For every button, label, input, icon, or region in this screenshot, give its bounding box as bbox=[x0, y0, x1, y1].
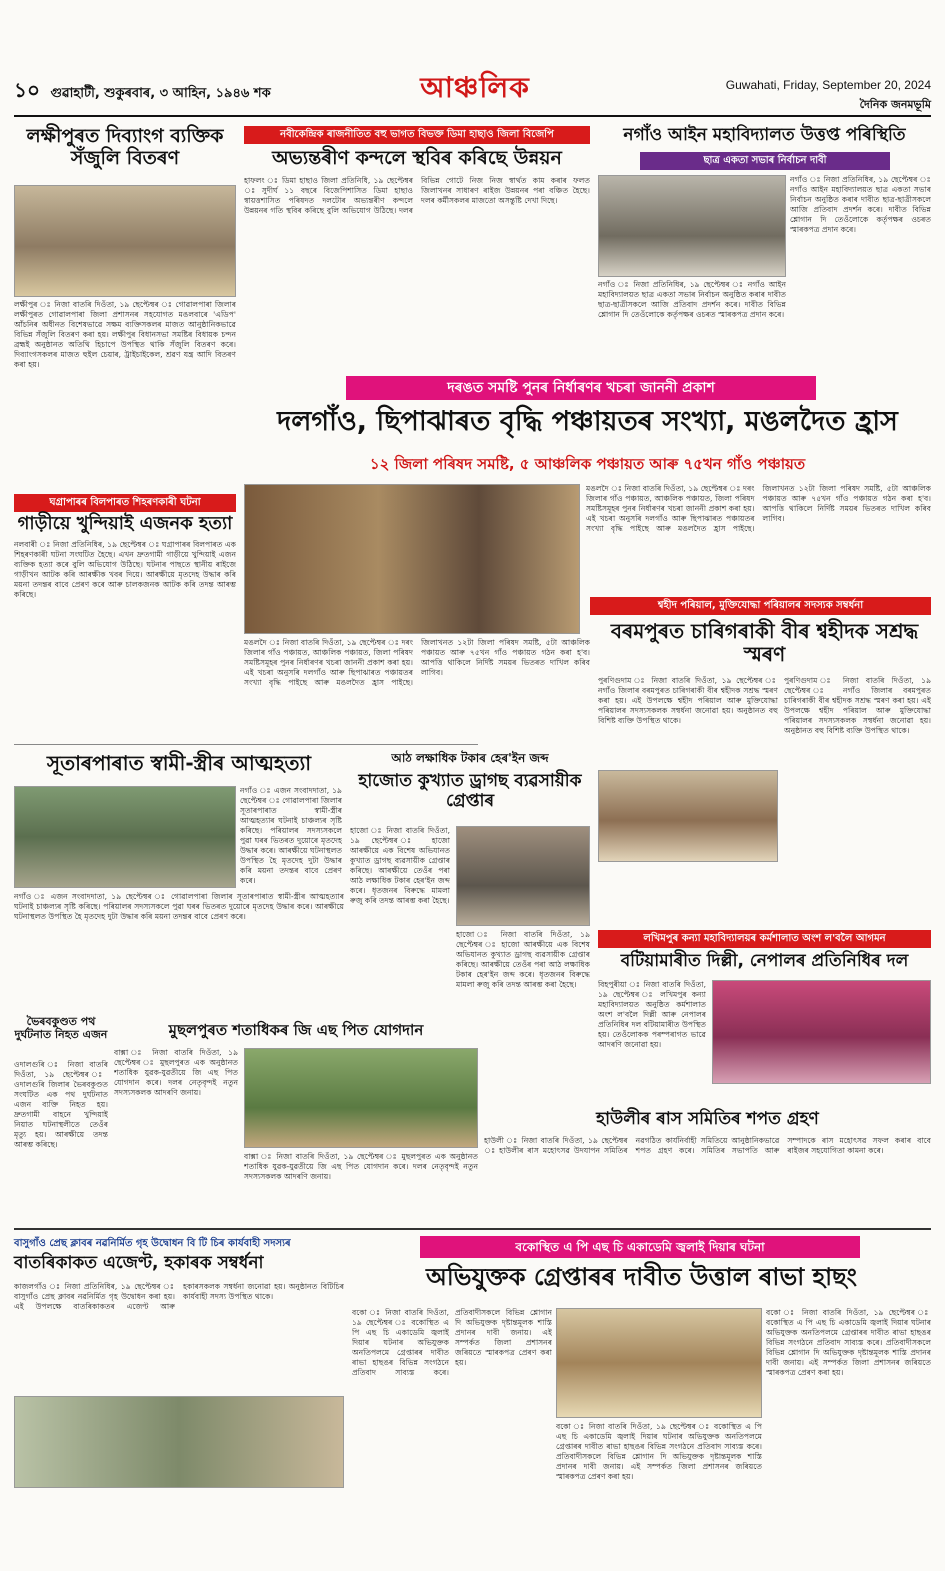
story1-body: লক্ষীপুৰ ঃ নিজা বাতৰি দিওঁতা, ১৯ ছেপ্টেম্বৰ ঃ গোৱালপাৰা জিলাৰ লক্ষীপুৰত গোৱালপাৰা জিলা প্ৰশাসনৰ সহযোগত মঙলবাৰে 'এডিপ' আঁচনিৰ অধীনত বিশেষভাৱে সক্ষম ব্যক্তিসকলৰ মাজত আনুষ্ঠানিকভাৱে বিভিন্ন সঁজুলি বিতৰণ কৰা হয়। লক্ষীপুৰ বিধানসভা সমষ্টিৰ বিধায়ক চন্দন ব্ৰহ্মই অনুষ্ঠানত অতিথি হিচাপে উপস্থিত থাকি সঁজুলি বিতৰণ কৰে। দিব্যাংগসকলৰ মাজত হুইল চেয়াৰ, ট্ৰাইচাইকেল, শ্ৰৱণ যন্ত্ৰ আদি বিতৰণ কৰা হয়। bbox=[14, 300, 236, 370]
lakhimpur-banner: লখিমপুৰ কন্যা মহাবিদ্যালয়ৰ কৰ্মশালাত অংশ ল'বলৈ আগমন bbox=[598, 930, 931, 948]
right-dateline: Guwahati, Friday, September 20, 2024 bbox=[725, 78, 931, 92]
delimitation-photo bbox=[244, 484, 580, 634]
drugs-body-2: হাজো ঃ নিজা বাতৰি দিওঁতা, ১৯ ছেপ্টেম্বৰ ঃ হাজো আৰক্ষীয়ে এক বিশেষ অভিযানত কুখ্যাত ড্ৰাগছ ব্যৱসায়ীক গ্ৰেপ্তাৰ কৰিছে। আৰক্ষীয়ে তেওঁৰ পৰা আঠ লক্ষাধিক টকাৰ হেৰ'ইন জব্দ কৰে। ধৃতজনৰ বিৰুদ্ধে মামলা ৰুজু কৰি তদন্ত আৰম্ভ কৰা হৈছে। bbox=[456, 930, 590, 990]
story4-headline: ভৈৰবকুণ্ডত পথ দুৰ্ঘটনাত নিহত এজন bbox=[14, 1015, 108, 1041]
rabha-headline: অভিযুক্তক গ্ৰেপ্তাৰৰ দাবীত উত্তাল ৰাভা হাছং bbox=[426, 1263, 857, 1291]
page-header-left bbox=[14, 76, 271, 109]
barampur-headline: বৰমপুৰত চাৰিগৰাকী বীৰ শ্বহীদক সশ্ৰদ্ধ স্মৰণ bbox=[610, 619, 919, 666]
story5-headline: মুছলপুৰত শতাধিকৰ জি এছ পিত যোগদান bbox=[168, 1021, 424, 1039]
drugs-photo bbox=[456, 826, 590, 926]
barampur-body-right: পুৰণিগুদাম ঃ নিজা বাতৰি দিওঁতা, ১৯ ছেপ্টেম্বৰ ঃ নগাঁও জিলাৰ বৰমপুৰত চাৰিগৰাকী বীৰ শ্বহীদক সশ্ৰদ্ধ স্মৰণ কৰা হয়। এই উপলক্ষে শ্বহীদ পৰিয়াল আৰু মুক্তিযোদ্ধা পৰিয়ালৰ সদস্যসকলক সম্বৰ্ধনা জনোৱা হয়। অনুষ্ঠানত বহু বিশিষ্ট ব্যক্তি উপস্থিত থাকে। bbox=[784, 676, 931, 736]
newspaper-brand: দৈনিক জনমভূমি bbox=[859, 98, 931, 111]
divider-bottom bbox=[14, 1228, 931, 1230]
page-number: ১০ bbox=[14, 78, 40, 102]
delimitation-headline: দলগাঁও, ছিপাঝাৰত বৃদ্ধি পঞ্চায়তৰ সংখ্যা, মঙলদৈত হ্ৰাস bbox=[277, 406, 898, 437]
story3-headline: সূতাৰপাৰাত স্বামী-স্ত্ৰীৰ আত্মহত্যা bbox=[46, 751, 312, 775]
nagaon-body: নগাঁও ঃ নিজা প্ৰতিনিধিৰ, ১৯ ছেপ্টেম্বৰ ঃ নগাঁও আইন মহাবিদ্যালয়ত ছাত্ৰ একতা সভাৰ নিৰ্বাচন অনুষ্ঠিত কৰাৰ দাবীত ছাত্ৰ-ছাত্ৰীসকলে আজি প্ৰতিবাদ প্ৰদৰ্শন কৰে। দাবীত বিভিন্ন শ্লোগান দি তেওঁলোকে কৰ্তৃপক্ষৰ ওচৰত স্মাৰকপত্ৰ প্ৰদান কৰে। bbox=[598, 280, 786, 320]
bottom-body: কাজলগাঁও ঃ নিজা প্ৰতিনিধিৰ, ১৯ ছেপ্টেম্বৰ ঃ বাসুগাঁও প্ৰেছ ক্লাবৰ নৱনিৰ্মিত গৃহ উদ্বোধন কৰা হয়। এই উপলক্ষে বাতৰিকাকতৰ এজেণ্ট আৰু হকাৰসকলক সম্বৰ্ধনা জনোৱা হয়। অনুষ্ঠানত বিটিচিৰ কাৰ্যবাহী সদস্য উপস্থিত থাকে। bbox=[14, 1282, 344, 1312]
howli-headline: হাউলীৰ ৰাস সমিতিৰ শপত গ্ৰহণ bbox=[596, 1109, 819, 1129]
story2-body: নলবাৰী ঃ নিজা প্ৰতিনিধিৰ, ১৯ ছেপ্টেম্বৰ ঃ ঘগ্ৰাপাৰৰ বিলপাৰত এক শিহৰণকাৰী ঘটনা সংঘটিত হৈছে। এখন দ্ৰুতগামী গাড়ীয়ে খুন্দিয়াই এজন ব্যক্তিক হত্যা কৰে বুলি অভিযোগ উঠিছে। ঘটনাৰ পাছতে স্থানীয় ৰাইজে গাড়ীখন আটক কৰি আৰক্ষীক খবৰ দিয়ে। আৰক্ষীয়ে মৃতদেহ উদ্ধাৰ কৰি ময়না তদন্তৰ বাবে প্ৰেৰণ কৰে আৰু চালকজনক আটক কৰি তদন্ত আৰম্ভ কৰিছে। bbox=[14, 540, 236, 600]
topstory-headline: অভ্যন্তৰীণ কন্দলে স্থবিৰ কৰিছে উন্নয়ন bbox=[272, 147, 562, 169]
divider bbox=[14, 744, 478, 745]
left-dateline: গুৱাহাটী, শুকুৰবাৰ, ৩ আহিন, ১৯৪৬ শক bbox=[50, 86, 271, 101]
nagaon-banner: ছাত্ৰ একতা সভাৰ নিৰ্বাচন দাবী bbox=[640, 152, 890, 170]
delimitation-body-right: মঙলদৈ ঃ নিজা বাতৰি দিওঁতা, ১৯ ছেপ্টেম্বৰ ঃ দৰং জিলাৰ গাঁও পঞ্চায়ত, আঞ্চলিক পঞ্চায়ত, জিলা পৰিষদ সমষ্টিসমূহৰ পুনৰ নিৰ্ধাৰণৰ খচৰা জাননী প্ৰকাশ কৰা হয়। এই খচৰা অনুসৰি দলগাঁও আৰু ছিপাঝাৰত পঞ্চায়তৰ সংখ্যা বৃদ্ধি পাইছে আৰু মঙলদৈত হ্ৰাস পাইছে। জিলাখনত ১২টা জিলা পৰিষদ সমষ্টি, ৫টা আঞ্চলিক পঞ্চায়ত আৰু ৭৫খন গাঁও পঞ্চায়ত গঠন কৰা হ'ব। আপত্তি থাকিলে নিৰ্দিষ্ট সময়ৰ ভিতৰত দাখিল কৰিব লাগিব। bbox=[586, 484, 931, 534]
story5-photo bbox=[244, 1048, 478, 1148]
drugs-kicker: আঠ লক্ষাধিক টকাৰ হেৰ'ইন জব্দ bbox=[391, 751, 549, 765]
nagaon-photo bbox=[598, 175, 786, 277]
rabha-body-right: বকো ঃ নিজা বাতৰি দিওঁতা, ১৯ ছেপ্টেম্বৰ ঃ বকোস্থিত এ পি এছ চি একাডেমি জ্বলাই দিয়াৰ ঘটনাৰ অভিযুক্তক অনতিপলমে গ্ৰেপ্তাৰৰ দাবীত ৰাভা হাছঙৰ বিভিন্ন সংগঠনে প্ৰতিবাদ সাব্যস্ত কৰে। প্ৰতিবাদীসকলে বিভিন্ন শ্লোগান দি অভিযুক্তক দৃষ্টান্তমূলক শাস্তি প্ৰদানৰ দাবী জনায়। এই সম্পৰ্কত জিলা প্ৰশাসনৰ জৰিয়তে স্মাৰকপত্ৰ প্ৰেৰণ কৰা হয়। bbox=[766, 1308, 931, 1378]
lakhimpur-photo bbox=[712, 980, 931, 1084]
nagaon-body-right: নগাঁও ঃ নিজা প্ৰতিনিধিৰ, ১৯ ছেপ্টেম্বৰ ঃ নগাঁও আইন মহাবিদ্যালয়ত ছাত্ৰ একতা সভাৰ নিৰ্বাচন অনুষ্ঠিত কৰাৰ দাবীত ছাত্ৰ-ছাত্ৰীসকলে আজি প্ৰতিবাদ প্ৰদৰ্শন কৰে। দাবীত বিভিন্ন শ্লোগান দি তেওঁলোকে কৰ্তৃপক্ষৰ ওচৰত স্মাৰকপত্ৰ প্ৰদান কৰে। bbox=[790, 175, 931, 235]
drugs-headline: হাজোত কুখ্যাত ড্ৰাগছ ব্যৱসায়ীক গ্ৰেপ্তাৰ bbox=[358, 771, 582, 811]
story5-body: বাক্সা ঃ নিজা বাতৰি দিওঁতা, ১৯ ছেপ্টেম্বৰ ঃ মুছলপুৰত এক অনুষ্ঠানত শতাধিক যুৱক-যুৱতীয়ে জি এছ পিত যোগদান কৰে। দলৰ নেতৃবৃন্দই নতুন সদস্যসকলক আদৰণি জনায়। bbox=[114, 1048, 238, 1098]
bottom-kicker: বাসুগাঁও প্ৰেছ ক্লাবৰ নৱনিৰ্মিত গৃহ উদ্বোধন বি টি চিৰ কাৰ্যবাহী সদস্যৰ bbox=[14, 1238, 291, 1249]
page-header-right bbox=[726, 78, 931, 115]
lakhimpur-headline: বটিয়ামাৰীত দিল্লী, নেপালৰ প্ৰতিনিধিৰ দল bbox=[620, 951, 909, 971]
bottom-photo bbox=[14, 1396, 344, 1488]
lakhimpur-body: বিহপুৰীয়া ঃ নিজা বাতৰি দিওঁতা, ১৯ ছেপ্টেম্বৰ ঃ লখিমপুৰ কন্যা মহাবিদ্যালয়ত অনুষ্ঠিত কৰ্মশালাত অংশ ল'বলৈ দিল্লী আৰু নেপালৰ প্ৰতিনিধিৰ দল বটিয়ামাৰীত উপস্থিত হয়। তেওঁলোকক পৰম্পৰাগত ভাৱে আদৰণি জনোৱা হয়। bbox=[598, 980, 706, 1050]
topstory-banner: নবীকেন্দ্ৰিক ৰাজনীতিত বহু ভাগত বিভক্ত ডিমা হাছাও জিলা বিজেপি bbox=[244, 126, 590, 144]
rabha-body-mid: বকো ঃ নিজা বাতৰি দিওঁতা, ১৯ ছেপ্টেম্বৰ ঃ বকোস্থিত এ পি এছ চি একাডেমি জ্বলাই দিয়াৰ ঘটনাৰ অভিযুক্তক অনতিপলমে গ্ৰেপ্তাৰৰ দাবীত ৰাভা হাছঙৰ বিভিন্ন সংগঠনে প্ৰতিবাদ সাব্যস্ত কৰে। প্ৰতিবাদীসকলে বিভিন্ন শ্লোগান দি অভিযুক্তক দৃষ্টান্তমূলক শাস্তি প্ৰদানৰ দাবী জনায়। এই সম্পৰ্কত জিলা প্ৰশাসনৰ জৰিয়তে স্মাৰকপত্ৰ প্ৰেৰণ কৰা হয়। bbox=[556, 1422, 762, 1482]
rabha-body-left: বকো ঃ নিজা বাতৰি দিওঁতা, ১৯ ছেপ্টেম্বৰ ঃ বকোস্থিত এ পি এছ চি একাডেমি জ্বলাই দিয়াৰ ঘটনাৰ অভিযুক্তক অনতিপলমে গ্ৰেপ্তাৰৰ দাবীত ৰাভা হাছঙৰ বিভিন্ন সংগঠনে প্ৰতিবাদ সাব্যস্ত কৰে। প্ৰতিবাদীসকলে বিভিন্ন শ্লোগান দি অভিযুক্তক দৃষ্টান্তমূলক শাস্তি প্ৰদানৰ দাবী জনায়। এই সম্পৰ্কত জিলা প্ৰশাসনৰ জৰিয়তে স্মাৰকপত্ৰ প্ৰেৰণ কৰা হয়। bbox=[352, 1308, 552, 1378]
story2-banner: ঘগ্ৰাপাৰৰ বিলপাৰত শিহৰণকাৰী ঘটনা bbox=[14, 494, 236, 512]
rabha-banner: বকোস্থিত এ পি এছ চি একাডেমি জ্বলাই দিয়াৰ ঘটনা bbox=[420, 1236, 860, 1258]
delimitation-band: দৰঙত সমষ্টি পুনৰ নিৰ্ধাৰণৰ খচৰা জাননী প্ৰকাশ bbox=[346, 376, 816, 400]
story3-photo bbox=[14, 786, 236, 888]
story4-body: ওদালগুৰি ঃ নিজা বাতৰি দিওঁতা, ১৯ ছেপ্টেম্বৰ ঃ ওদালগুৰি জিলাৰ ভৈৰবকুণ্ডত সংঘটিত এক পথ দুৰ্ঘটনাত এজন ব্যক্তি নিহত হয়। দ্ৰুতগামী বাহনে খুন্দিয়াই নিয়াত ঘটনাস্থলীতে তেওঁৰ মৃত্যু হয়। আৰক্ষীয়ে তদন্ত আৰম্ভ কৰিছে। bbox=[14, 1060, 108, 1150]
delimitation-body: মঙলদৈ ঃ নিজা বাতৰি দিওঁতা, ১৯ ছেপ্টেম্বৰ ঃ দৰং জিলাৰ গাঁও পঞ্চায়ত, আঞ্চলিক পঞ্চায়ত, জিলা পৰিষদ সমষ্টিসমূহৰ পুনৰ নিৰ্ধাৰণৰ খচৰা জাননী প্ৰকাশ কৰা হয়। এই খচৰা অনুসৰি দলগাঁও আৰু ছিপাঝাৰত পঞ্চায়তৰ সংখ্যা বৃদ্ধি পাইছে আৰু মঙলদৈত হ্ৰাস পাইছে। জিলাখনত ১২টা জিলা পৰিষদ সমষ্টি, ৫টা আঞ্চলিক পঞ্চায়ত আৰু ৭৫খন গাঁও পঞ্চায়ত গঠন কৰা হ'ব। আপত্তি থাকিলে নিৰ্দিষ্ট সময়ৰ ভিতৰত দাখিল কৰিব লাগিব। bbox=[244, 638, 590, 688]
topstory-body: হাফলং ঃ ডিমা হাছাও জিলা প্ৰতিনিধি, ১৯ ছেপ্টেম্বৰ ঃ সুদীৰ্ঘ ১১ বছৰে বিজেপিশাসিত ডিমা হাছাও স্বায়ত্তশাসিত পৰিষদত দলটোৰ অভ্যন্তৰীণ কন্দলে উন্নয়নৰ গতি স্থবিৰ কৰিছে বুলি অভিযোগ উঠিছে। দলৰ বিভিন্ন গোটে নিজ নিজ স্বাৰ্থত কাম কৰাৰ ফলত জিলাখনৰ সাধাৰণ ৰাইজ উন্নয়নৰ পৰা বঞ্চিত হৈছে। দলৰ কৰ্মীসকলৰ মাজতো অসন্তুষ্টি দেখা দিছে। bbox=[244, 176, 590, 216]
bottom-headline: বাতৰিকাকত এজেণ্ট, হকাৰক সম্বৰ্ধনা bbox=[14, 1253, 264, 1273]
story1-photo bbox=[14, 185, 236, 297]
howli-body: হাউলী ঃ নিজা বাতৰি দিওঁতা, ১৯ ছেপ্টেম্বৰ ঃ হাউলীৰ ৰাস মহোৎসৱ উদযাপন সমিতিৰ নৱগঠিত কাৰ্যনিৰ্বাহী সমিতিয়ে আনুষ্ঠানিকভাৱে শপত গ্ৰহণ কৰে। সমিতিৰ সভাপতি আৰু সম্পাদকে ৰাস মহোৎসৱ সফল কৰাৰ বাবে ৰাইজৰ সহযোগিতা কামনা কৰে। bbox=[484, 1136, 931, 1156]
delimitation-subtitle: ১২ জিলা পৰিষদ সমষ্টি, ৫ আঞ্চলিক পঞ্চায়ত আৰু ৭৫খন গাঁও পঞ্চায়ত bbox=[369, 455, 806, 473]
story5-body-2: বাক্সা ঃ নিজা বাতৰি দিওঁতা, ১৯ ছেপ্টেম্বৰ ঃ মুছলপুৰত এক অনুষ্ঠানত শতাধিক যুৱক-যুৱতীয়ে জি এছ পিত যোগদান কৰে। দলৰ নেতৃবৃন্দই নতুন সদস্যসকলক আদৰণি জনায়। bbox=[244, 1152, 478, 1182]
barampur-photo bbox=[598, 770, 778, 862]
drugs-body: হাজো ঃ নিজা বাতৰি দিওঁতা, ১৯ ছেপ্টেম্বৰ ঃ হাজো আৰক্ষীয়ে এক বিশেষ অভিযানত কুখ্যাত ড্ৰাগছ ব্যৱসায়ীক গ্ৰেপ্তাৰ কৰিছে। আৰক্ষীয়ে তেওঁৰ পৰা আঠ লক্ষাধিক টকাৰ হেৰ'ইন জব্দ কৰে। ধৃতজনৰ বিৰুদ্ধে মামলা ৰুজু কৰি তদন্ত আৰম্ভ কৰা হৈছে। bbox=[350, 826, 450, 906]
story3-body: নগাঁও ঃ এজন সংবাদদাতা, ১৯ ছেপ্টেম্বৰ ঃ গোৱালপাৰা জিলাৰ সূতাৰপাৰাত স্বামী-স্ত্ৰীৰ আত্মহত্যাৰ ঘটনাই চাঞ্চল্যৰ সৃষ্টি কৰিছে। পৰিয়ালৰ সদস্যসকলে পুৱা ঘৰৰ ভিতৰত দুয়োৰে মৃতদেহ উদ্ধাৰ কৰে। আৰক্ষীয়ে ঘটনাস্থলত উপস্থিত হৈ মৃতদেহ দুটা উদ্ধাৰ কৰি ময়না তদন্তৰ বাবে প্ৰেৰণ কৰে। bbox=[14, 892, 344, 922]
rabha-photo bbox=[556, 1308, 762, 1418]
story2-headline: গাড়ীয়ে খুন্দিয়াই এজনক হত্যা bbox=[17, 513, 233, 534]
barampur-body: পুৰণিগুদাম ঃ নিজা বাতৰি দিওঁতা, ১৯ ছেপ্টেম্বৰ ঃ নগাঁও জিলাৰ বৰমপুৰত চাৰিগৰাকী বীৰ শ্বহীদক সশ্ৰদ্ধ স্মৰণ কৰা হয়। এই উপলক্ষে শ্বহীদ পৰিয়াল আৰু মুক্তিযোদ্ধা পৰিয়ালৰ সদস্যসকলক সম্বৰ্ধনা জনোৱা হয়। অনুষ্ঠানত বহু বিশিষ্ট ব্যক্তি উপস্থিত থাকে। bbox=[598, 676, 778, 726]
section-title: আঞ্চলিক bbox=[420, 71, 530, 104]
barampur-banner: শ্বহীদ পৰিয়াল, মুক্তিযোদ্ধা পৰিয়ালৰ সদস্যক সম্বৰ্ধনা bbox=[590, 597, 931, 615]
story1-headline: লক্ষীপুৰত দিব্যাংগ ব্যক্তিক সঁজুলি বিতৰণ bbox=[26, 125, 224, 169]
nagaon-headline: নগাঁও আইন মহাবিদ্যালত উত্তপ্ত পৰিস্থিতি bbox=[623, 125, 906, 145]
header-rule bbox=[14, 115, 931, 117]
story3-body-right: নগাঁও ঃ এজন সংবাদদাতা, ১৯ ছেপ্টেম্বৰ ঃ গোৱালপাৰা জিলাৰ সূতাৰপাৰাত স্বামী-স্ত্ৰীৰ আত্মহত্যাৰ ঘটনাই চাঞ্চল্যৰ সৃষ্টি কৰিছে। পৰিয়ালৰ সদস্যসকলে পুৱা ঘৰৰ ভিতৰত দুয়োৰে মৃতদেহ উদ্ধাৰ কৰে। আৰক্ষীয়ে ঘটনাস্থলত উপস্থিত হৈ মৃতদেহ দুটা উদ্ধাৰ কৰি ময়না তদন্তৰ বাবে প্ৰেৰণ কৰে। bbox=[240, 786, 342, 886]
